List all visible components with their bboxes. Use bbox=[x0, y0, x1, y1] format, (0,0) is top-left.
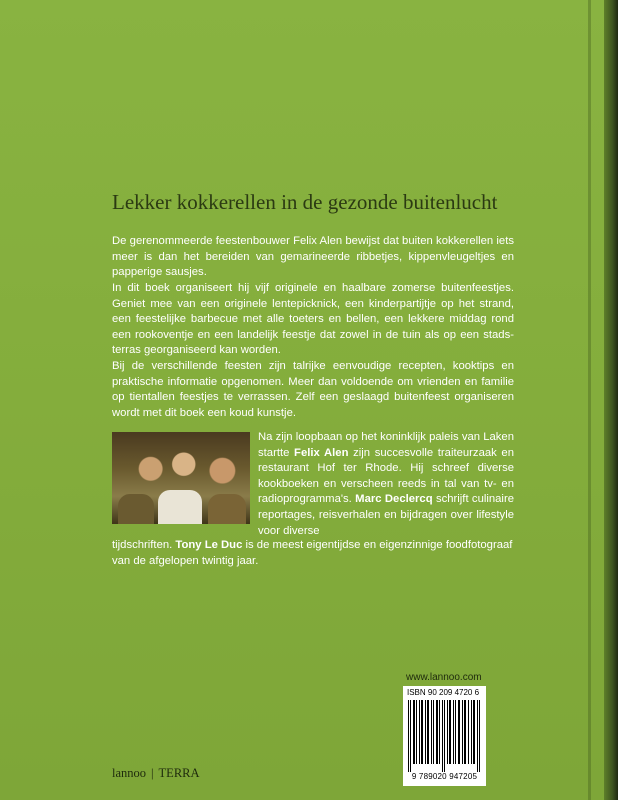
bio-text: schrijft culinaire reportages, reisverhalen en bijdragen over lifestyle voor diverse bbox=[258, 493, 514, 537]
barcode-number: 9 789020 947205 bbox=[411, 772, 478, 781]
intro-paragraph: De gerenommeerde feestenbouwer Felix Alen bewijst dat buiten kokkerellen iets meer is dan het bereiden van gemarineerde ribbetjes, kippenvleugeltjes en papperige sausjes. bbox=[112, 235, 514, 279]
authors-photo bbox=[112, 432, 250, 524]
author-bio-continued bbox=[112, 538, 514, 569]
author-bio bbox=[258, 430, 514, 539]
author-figure-left bbox=[118, 494, 154, 524]
author-figure-right bbox=[208, 494, 246, 524]
bio-text: tijdschriften. bbox=[112, 539, 176, 551]
author-name-tony: Tony Le Duc bbox=[175, 539, 243, 551]
isbn-text: ISBN 90 209 4720 6 bbox=[407, 688, 480, 697]
closing-paragraph: Bij de verschillende feesten zijn talrijke eenvoudige recepten, kooktips en praktische informatie opgenomen. Meer dan voldoende om vrienden en familie op tientallen feestjes te verrassen. Zelf een geslaagd buitenfeest organiseren wordt met dit boek een koud kunstje. bbox=[112, 360, 514, 419]
description-paragraph: In dit boek organiseert hij vijf originele en haalbare zomerse buitenfeestjes. Geniet mee van een originele lentepicknick, een kinderpartijtje op het strand, een feestelijke barbecue met alle toeters en bellen, een lekkere middag rond een rookoventje en een landelijk feestje dat zowel in de tuin als op een stads-terras georganiseerd kan worden. bbox=[112, 282, 514, 357]
publisher-url: www.lannoo.com bbox=[406, 672, 482, 683]
barcode-icon bbox=[408, 700, 482, 772]
author-name-marc: Marc Declercq bbox=[355, 493, 433, 506]
book-title: Lekker kokkerellen in de gezonde buitenlucht bbox=[112, 190, 498, 214]
publisher-terra: TERRA bbox=[158, 766, 200, 780]
author-name-felix: Felix Alen bbox=[294, 446, 349, 459]
publisher-imprint bbox=[112, 766, 200, 781]
author-figure-center bbox=[158, 490, 202, 524]
publisher-separator: | bbox=[151, 766, 154, 780]
cover-fold-line bbox=[588, 0, 591, 800]
book-spine-edge bbox=[604, 0, 618, 800]
publisher-lannoo: lannoo bbox=[112, 766, 147, 780]
barcode-label bbox=[403, 686, 486, 786]
bio-text: zijn succesvolle traiteurzaak en restaurant Hof ter Rhode. Hij schreef diverse kookboeken en verscheen reeds in tal van tv- en radioprogramma's. bbox=[258, 446, 514, 506]
bio-text: Na zijn loopbaan op het koninklijk paleis van Laken startte bbox=[258, 431, 514, 459]
bio-text: is de meest eigentijdse en eigenzinnige foodfotograaf van de afgelopen twintig jaar. bbox=[112, 539, 513, 567]
